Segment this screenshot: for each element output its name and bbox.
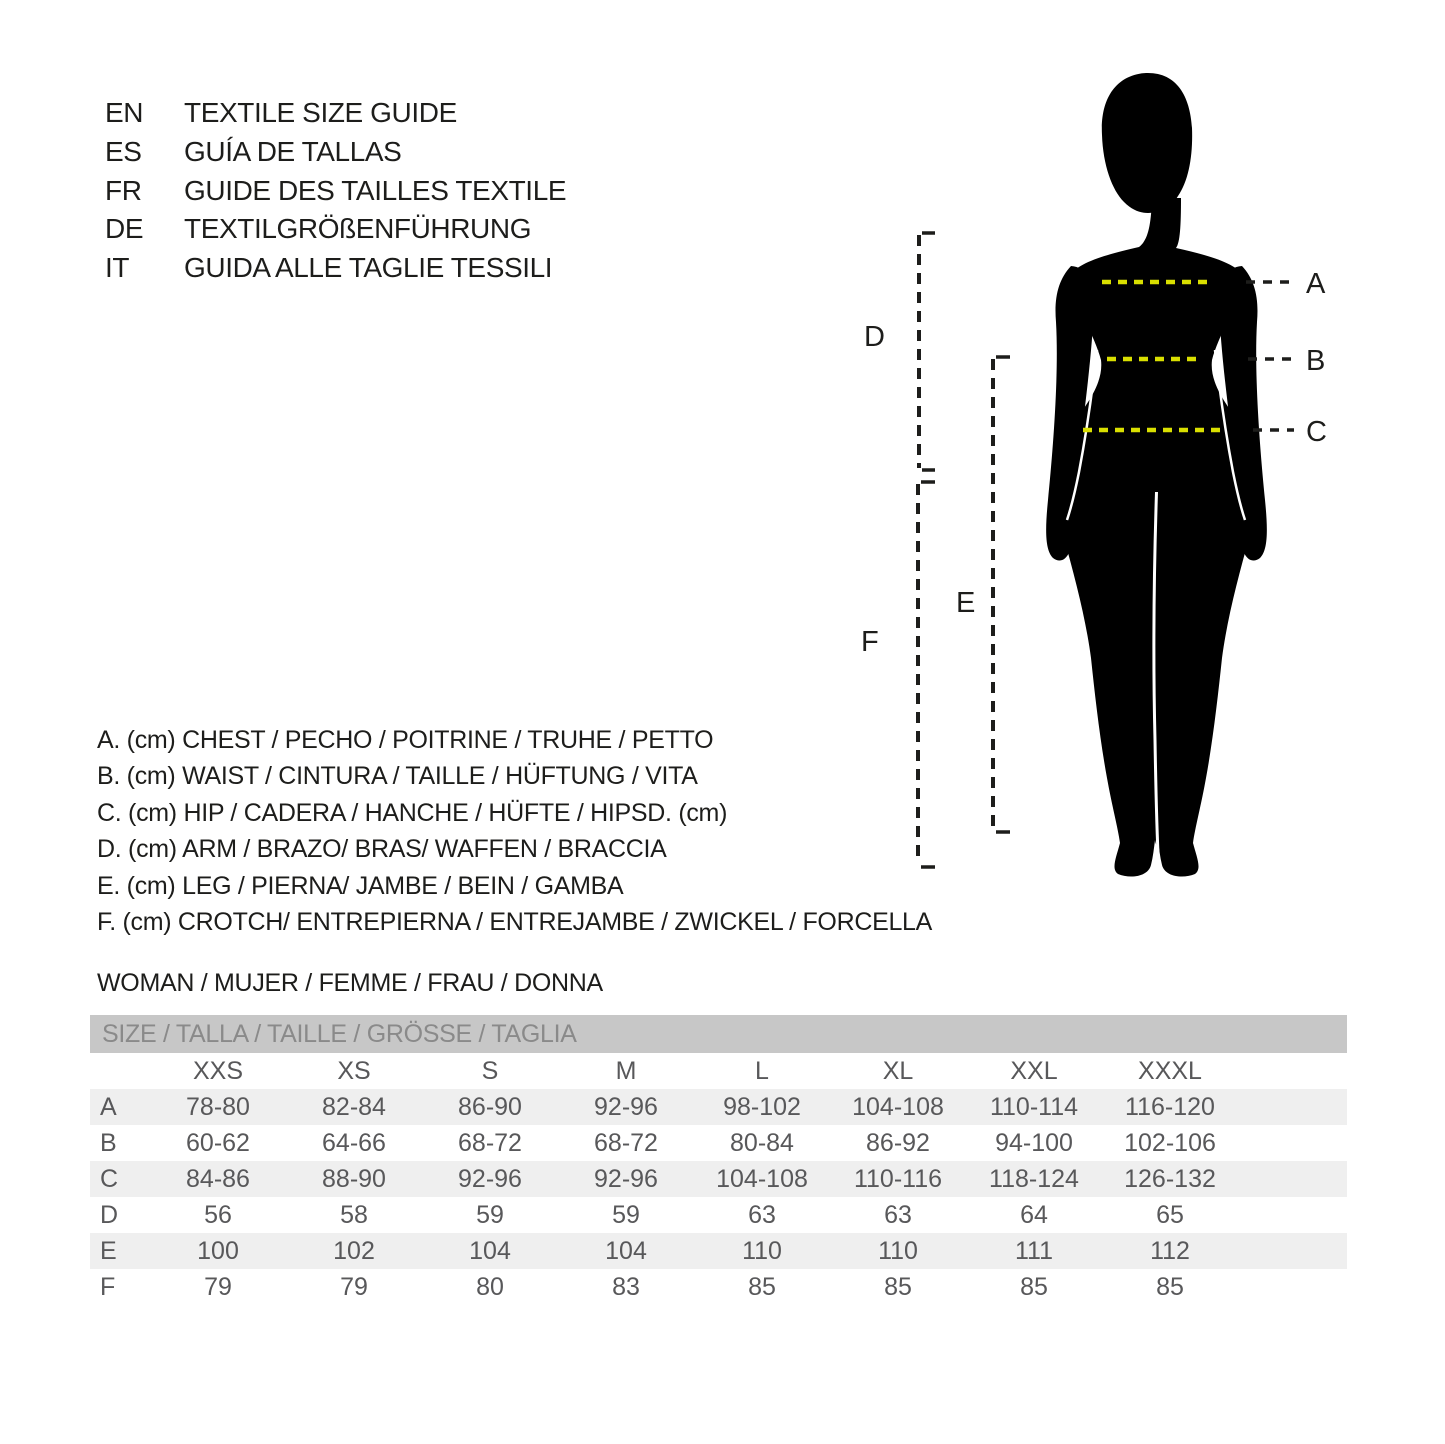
language-title-block [105,94,566,287]
guide-title: GUIDA ALLE TAGLIE TESSILI [184,252,553,284]
language-code: DE [105,213,144,245]
language-code: FR [105,174,142,206]
table-cell: 85 [1156,1272,1184,1301]
row-label: F [100,1272,116,1301]
table-cell: 64-66 [322,1128,386,1157]
table-cell: 68-72 [458,1128,522,1157]
guide-title: GUÍA DE TALLAS [184,136,402,168]
table-cell: 100 [197,1236,239,1265]
table-cell: 80-84 [730,1128,794,1157]
title-row-it [105,249,566,288]
table-cell: 82-84 [322,1092,386,1121]
table-cell: 104 [469,1236,511,1265]
table-cell: 85 [884,1272,912,1301]
table-cell: 110-114 [989,1092,1079,1121]
table-cell: 111 [1014,1236,1053,1265]
title-row-de [105,210,566,249]
table-cell: 78-80 [186,1092,250,1121]
label-hip: C [1306,416,1327,448]
measurement-legend [97,722,932,941]
title-row-fr [105,171,566,210]
size-header: M [615,1056,637,1085]
size-header: XXS [192,1056,244,1085]
table-cell: 110 [742,1236,782,1265]
label-arm: D [864,321,885,353]
table-cell: 118-124 [989,1164,1079,1193]
size-header: XL [882,1056,914,1085]
table-cell: 98-102 [723,1092,801,1121]
table-cell: 84-86 [186,1164,250,1193]
row-label: C [100,1164,119,1193]
table-cell: 92-96 [594,1092,658,1121]
size-header: S [481,1056,499,1085]
label-waist: B [1306,345,1326,377]
size-table-header-bar: SIZE / TALLA / TAILLE / GRÖSSE / TAGLIA [90,1015,1347,1053]
legend-line-leg: E. (cm) LEG / PIERNA/ JAMBE / BEIN / GAMBA [97,871,624,900]
table-cell: 80 [476,1272,504,1301]
legend-line-waist: B. (cm) WAIST / CINTURA / TAILLE / HÜFTUNG / VITA [97,762,698,791]
legend-line-hip: C. (cm) HIP / CADERA / HANCHE / HÜFTE / HIPSD. (cm) [97,798,728,827]
table-cell: 86-92 [866,1128,930,1157]
title-row-en [105,94,566,133]
size-header-row [90,1053,1347,1089]
table-cell: 64 [1020,1200,1048,1229]
guide-title: TEXTILE SIZE GUIDE [184,97,457,129]
table-row-hip [90,1161,1347,1197]
table-cell: 83 [612,1272,640,1301]
table-cell: 102 [333,1236,375,1265]
table-cell: 92-96 [458,1164,522,1193]
language-code: ES [105,136,142,168]
size-header: XXXL [1138,1056,1202,1085]
table-cell: 104-108 [852,1092,944,1121]
table-cell: 112 [1150,1236,1190,1265]
table-cell: 110 [878,1236,918,1265]
size-table [90,1015,1347,1305]
language-code: EN [105,97,144,129]
table-cell: 60-62 [186,1128,250,1157]
table-cell: 86-90 [458,1092,522,1121]
legend-line-arm: D. (cm) ARM / BRAZO/ BRAS/ WAFFEN / BRACCIA [97,835,667,864]
table-cell: 104 [605,1236,647,1265]
table-cell: 88-90 [322,1164,386,1193]
section-heading-woman: WOMAN / MUJER / FEMME / FRAU / DONNA [97,968,603,997]
row-label: A [100,1092,117,1121]
table-cell: 79 [340,1272,368,1301]
table-cell: 65 [1156,1200,1184,1229]
row-label: D [100,1200,119,1229]
table-row-leg [90,1233,1347,1269]
table-cell: 126-132 [1124,1164,1216,1193]
size-header: L [755,1056,769,1085]
table-cell: 92-96 [594,1164,658,1193]
table-row-arm [90,1197,1347,1233]
table-cell: 104-108 [716,1164,808,1193]
language-code: IT [105,252,130,284]
label-crotch: F [861,626,879,658]
size-header: XXL [1010,1056,1058,1085]
row-label: B [100,1128,117,1157]
table-cell: 68-72 [594,1128,658,1157]
table-cell: 59 [612,1200,640,1229]
table-cell: 58 [340,1200,368,1229]
table-row-waist [90,1125,1347,1161]
table-cell: 85 [748,1272,776,1301]
table-row-crotch [90,1269,1347,1305]
table-cell: 116-120 [1125,1092,1215,1121]
label-leg: E [956,587,976,619]
size-header: XS [337,1056,371,1085]
label-chest: A [1306,268,1326,300]
table-row-chest [90,1089,1347,1125]
table-cell: 102-106 [1124,1128,1216,1157]
table-cell: 79 [204,1272,232,1301]
table-cell: 63 [884,1200,912,1229]
legend-line-chest: A. (cm) CHEST / PECHO / POITRINE / TRUHE / PETTO [97,725,714,754]
title-row-es [105,133,566,172]
table-cell: 56 [204,1200,232,1229]
table-cell: 59 [476,1200,504,1229]
row-label: E [100,1236,117,1265]
table-cell: 85 [1020,1272,1048,1301]
table-cell: 63 [748,1200,776,1229]
guide-title: GUIDE DES TAILLES TEXTILE [184,174,567,206]
table-cell: 110-116 [853,1164,943,1193]
table-cell: 94-100 [995,1128,1073,1157]
guide-title: TEXTILGRÖßENFÜHRUNG [184,213,532,245]
legend-line-crotch: F. (cm) CROTCH/ ENTREPIERNA / ENTREJAMBE / ZWICKEL / FORCELLA [97,908,933,937]
silhouette-head [1102,73,1192,213]
